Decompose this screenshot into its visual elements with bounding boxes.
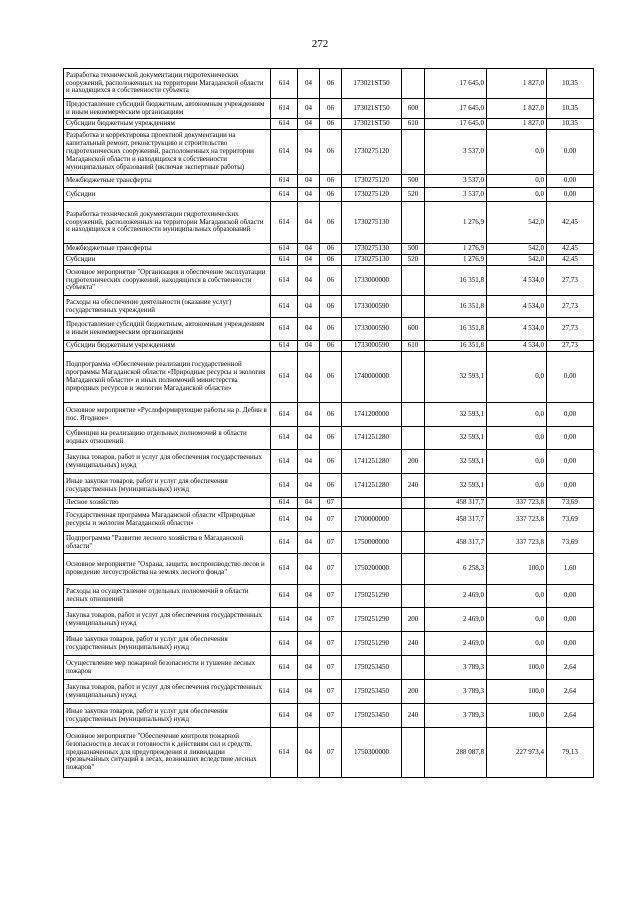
table-row [64,244,594,255]
row-plan-amount-cell: 3 789,3 [425,680,487,704]
table-row [64,403,594,427]
row-plan-amount-cell: 32 593,1 [425,427,487,450]
row-subsection-cell: 06 [320,427,342,450]
row-target-article-cell: 1730275130 [342,244,402,255]
row-expense-type-cell [402,532,425,554]
row-plan-amount-cell: 16 351,8 [425,296,487,318]
row-ved-cell: 614 [271,532,298,554]
row-subsection-cell: 07 [320,509,342,532]
row-actual-amount-cell: 4 534,0 [487,318,547,341]
table-row [64,656,594,680]
row-percent-cell: 73,69 [547,498,594,509]
row-plan-amount-cell: 32 593,1 [425,474,487,498]
row-subsection-cell: 06 [320,474,342,498]
row-subsection-cell: 06 [320,99,342,119]
row-name-cell: Основное мероприятие "Организация и обеспечение эксплуатации гидротехнических сооружений, находящихся в собственности субъекта" [64,266,271,296]
row-target-article-cell: 1750253450 [342,704,402,728]
row-plan-amount-cell: 3 537,0 [425,130,487,175]
row-actual-amount-cell: 4 534,0 [487,341,547,352]
row-subsection-cell: 07 [320,680,342,704]
row-ved-cell: 614 [271,656,298,680]
table-row [64,680,594,704]
row-target-article-cell: 1750253450 [342,680,402,704]
row-ved-cell: 614 [271,130,298,175]
row-name-cell: Субсидии бюджетным учреждениям [64,119,271,130]
row-subsection-cell: 07 [320,728,342,778]
row-plan-amount-cell: 17 645,0 [425,99,487,119]
row-ved-cell: 614 [271,352,298,403]
row-section-cell: 04 [298,175,320,188]
row-ved-cell: 614 [271,244,298,255]
row-ved-cell: 614 [271,296,298,318]
row-actual-amount-cell: 542,0 [487,202,547,244]
row-target-article-cell: 1730275120 [342,130,402,175]
row-section-cell: 04 [298,704,320,728]
row-subsection-cell: 06 [320,266,342,296]
row-ved-cell: 614 [271,632,298,656]
row-actual-amount-cell: 0,0 [487,427,547,450]
row-section-cell: 04 [298,532,320,554]
row-actual-amount-cell: 0,0 [487,130,547,175]
row-section-cell: 04 [298,680,320,704]
row-ved-cell: 614 [271,119,298,130]
row-name-cell: Лесное хозяйство [64,498,271,509]
row-name-cell: Основное мероприятие "Обеспечение контроля пожарной безопасности в лесах и готовности к действиям сил и средств, предназначенных для предупреждения и ликвидации чрезвычайных ситуаций в лесах, возникших вследствие лесных пожаров" [64,728,271,778]
row-percent-cell: 2,64 [547,680,594,704]
row-ved-cell: 614 [271,318,298,341]
row-ved-cell: 614 [271,474,298,498]
row-ved-cell: 614 [271,427,298,450]
row-expense-type-cell: 600 [402,99,425,119]
row-plan-amount-cell: 458 317,7 [425,498,487,509]
row-subsection-cell: 07 [320,608,342,632]
table-row [64,728,594,778]
row-section-cell: 04 [298,255,320,266]
row-subsection-cell: 06 [320,69,342,99]
row-percent-cell: 0,00 [547,632,594,656]
row-percent-cell: 0,00 [547,188,594,202]
row-name-cell: Субсидии [64,255,271,266]
row-expense-type-cell: 610 [402,341,425,352]
row-name-cell: Осуществление мер пожарной безопасности и тушение лесных пожаров [64,656,271,680]
table-row [64,632,594,656]
row-name-cell: Субсидии [64,188,271,202]
row-expense-type-cell [402,352,425,403]
row-percent-cell: 0,00 [547,403,594,427]
table-row [64,498,594,509]
row-subsection-cell: 07 [320,498,342,509]
row-actual-amount-cell: 0,0 [487,403,547,427]
row-plan-amount-cell: 3 789,3 [425,704,487,728]
row-expense-type-cell: 200 [402,608,425,632]
row-plan-amount-cell: 17 645,0 [425,69,487,99]
row-target-article-cell: 1741251280 [342,427,402,450]
row-section-cell: 04 [298,188,320,202]
table-row [64,585,594,608]
row-actual-amount-cell: 337 723,8 [487,509,547,532]
row-plan-amount-cell: 17 645,0 [425,119,487,130]
row-section-cell: 04 [298,427,320,450]
row-percent-cell: 73,69 [547,532,594,554]
row-section-cell: 04 [298,130,320,175]
row-expense-type-cell [402,266,425,296]
table-row [64,341,594,352]
row-name-cell: Разработка технической документации гидротехнических сооружений, расположенных на территории Магаданской области и находящихся в собственности муниципальных образований [64,202,271,244]
row-section-cell: 04 [298,69,320,99]
row-name-cell: Основное мероприятие "Охрана, защита, воспроизводство лесов и проведение лесоустройства на землях лесного фонда" [64,554,271,585]
row-target-article-cell: 173021SТ50 [342,69,402,99]
row-ved-cell: 614 [271,175,298,188]
budget-table [63,68,594,778]
row-name-cell: Иные закупки товаров, работ и услуг для обеспечения государственных (муниципальных) нужд [64,474,271,498]
row-section-cell: 04 [298,244,320,255]
row-expense-type-cell: 200 [402,680,425,704]
row-section-cell: 04 [298,403,320,427]
row-expense-type-cell: 240 [402,704,425,728]
row-name-cell: Государственная программа Магаданской области «Природные ресурсы и экология Магаданской области» [64,509,271,532]
row-expense-type-cell: 500 [402,244,425,255]
table-row [64,255,594,266]
row-section-cell: 04 [298,509,320,532]
row-percent-cell: 0,00 [547,427,594,450]
row-section-cell: 04 [298,119,320,130]
row-name-cell: Основное мероприятие «Руслоформирующие работы на р. Дебин в пос. Ягодное» [64,403,271,427]
row-actual-amount-cell: 337 723,8 [487,532,547,554]
table-row [64,704,594,728]
row-percent-cell: 42,45 [547,244,594,255]
row-target-article-cell: 1730275130 [342,202,402,244]
row-plan-amount-cell: 1 276,9 [425,255,487,266]
row-section-cell: 04 [298,296,320,318]
row-section-cell: 04 [298,585,320,608]
table-row [64,509,594,532]
row-target-article-cell: 1740000000 [342,352,402,403]
row-target-article-cell: 173021SТ50 [342,119,402,130]
row-section-cell: 04 [298,99,320,119]
row-percent-cell: 2,64 [547,704,594,728]
row-ved-cell: 614 [271,266,298,296]
table-row [64,202,594,244]
table-row [64,130,594,175]
row-target-article-cell: 1750251290 [342,632,402,656]
row-percent-cell: 42,45 [547,255,594,266]
row-subsection-cell: 06 [320,341,342,352]
row-actual-amount-cell: 4 534,0 [487,266,547,296]
table-row [64,99,594,119]
row-name-cell: Расходы на обеспечение деятельности (оказание услуг) государственных учреждений [64,296,271,318]
row-percent-cell: 0,00 [547,130,594,175]
row-plan-amount-cell: 458 317,7 [425,509,487,532]
row-actual-amount-cell: 0,0 [487,175,547,188]
row-expense-type-cell [402,656,425,680]
row-ved-cell: 614 [271,704,298,728]
row-subsection-cell: 06 [320,244,342,255]
row-section-cell: 04 [298,728,320,778]
row-percent-cell: 1,60 [547,554,594,585]
row-actual-amount-cell: 4 534,0 [487,296,547,318]
row-target-article-cell: 1733000000 [342,266,402,296]
row-name-cell: Предоставление субсидий бюджетным, автономным учреждениям и иным некоммерческим организациям [64,99,271,119]
row-subsection-cell: 06 [320,352,342,403]
row-expense-type-cell [402,585,425,608]
row-plan-amount-cell: 458 317,7 [425,532,487,554]
row-name-cell: Подпрограмма "Развитие лесного хозяйства в Магаданской области" [64,532,271,554]
row-actual-amount-cell: 1 827,0 [487,69,547,99]
row-ved-cell: 614 [271,585,298,608]
row-subsection-cell: 06 [320,296,342,318]
row-ved-cell: 614 [271,341,298,352]
row-actual-amount-cell: 100,0 [487,656,547,680]
row-ved-cell: 614 [271,680,298,704]
row-name-cell: Разработка технической документации гидротехнических сооружений, расположенных на территории Магаданской области и находящихся в собственности субъекта [64,69,271,99]
table-row [64,266,594,296]
row-subsection-cell: 06 [320,318,342,341]
row-percent-cell: 27,73 [547,296,594,318]
row-name-cell: Межбюджетные трансферты [64,244,271,255]
row-target-article-cell: 1750251290 [342,608,402,632]
row-percent-cell: 27,73 [547,318,594,341]
row-target-article-cell: 1733000590 [342,318,402,341]
row-expense-type-cell [402,202,425,244]
row-percent-cell: 0,00 [547,474,594,498]
row-percent-cell: 42,45 [547,202,594,244]
row-name-cell: Субвенции на реализацию отдельных полномочий в области водных отношений [64,427,271,450]
row-percent-cell: 0,00 [547,352,594,403]
row-subsection-cell: 07 [320,704,342,728]
row-ved-cell: 614 [271,403,298,427]
row-section-cell: 04 [298,341,320,352]
row-actual-amount-cell: 100,0 [487,554,547,585]
row-expense-type-cell: 200 [402,450,425,474]
row-section-cell: 04 [298,554,320,585]
row-target-article-cell: 1733000590 [342,296,402,318]
page-number: 272 [311,38,329,50]
row-subsection-cell: 06 [320,175,342,188]
table-row [64,69,594,99]
row-target-article-cell: 1750251290 [342,585,402,608]
row-percent-cell: 10,35 [547,99,594,119]
row-plan-amount-cell: 16 351,8 [425,318,487,341]
table-row [64,296,594,318]
row-name-cell: Подпрограмма «Обеспечение реализации государственной программы Магаданской области «Природные ресурсы и экология Магаданской области» и иных полномочий министерства природных ресурсов и экологии Магаданской области» [64,352,271,403]
row-percent-cell: 10,35 [547,69,594,99]
row-ved-cell: 614 [271,509,298,532]
row-subsection-cell: 06 [320,450,342,474]
row-expense-type-cell: 500 [402,175,425,188]
row-actual-amount-cell: 337 723,8 [487,498,547,509]
row-expense-type-cell [402,296,425,318]
row-target-article-cell: 1733000590 [342,341,402,352]
row-subsection-cell: 06 [320,188,342,202]
row-actual-amount-cell: 1 827,0 [487,119,547,130]
row-percent-cell: 27,73 [547,266,594,296]
row-ved-cell: 614 [271,498,298,509]
row-percent-cell: 79,13 [547,728,594,778]
row-target-article-cell: 173021SТ50 [342,99,402,119]
row-target-article-cell: 1730275120 [342,175,402,188]
table-row [64,188,594,202]
row-actual-amount-cell: 0,0 [487,474,547,498]
row-ved-cell: 614 [271,608,298,632]
row-actual-amount-cell: 0,0 [487,608,547,632]
row-expense-type-cell: 520 [402,188,425,202]
row-plan-amount-cell: 32 593,1 [425,403,487,427]
row-subsection-cell: 07 [320,585,342,608]
row-percent-cell: 2,64 [547,656,594,680]
row-expense-type-cell: 610 [402,119,425,130]
row-ved-cell: 614 [271,450,298,474]
table-row [64,119,594,130]
row-actual-amount-cell: 542,0 [487,244,547,255]
row-subsection-cell: 07 [320,554,342,585]
row-plan-amount-cell: 16 351,8 [425,341,487,352]
row-percent-cell: 0,00 [547,585,594,608]
row-section-cell: 04 [298,656,320,680]
row-actual-amount-cell: 0,0 [487,450,547,474]
row-percent-cell: 0,00 [547,608,594,632]
table-row [64,352,594,403]
row-section-cell: 04 [298,608,320,632]
row-subsection-cell: 07 [320,532,342,554]
row-plan-amount-cell: 3 537,0 [425,188,487,202]
row-plan-amount-cell: 2 469,0 [425,585,487,608]
row-actual-amount-cell: 100,0 [487,680,547,704]
row-section-cell: 04 [298,498,320,509]
row-plan-amount-cell: 2 469,0 [425,608,487,632]
row-plan-amount-cell: 2 469,0 [425,632,487,656]
row-plan-amount-cell: 6 258,3 [425,554,487,585]
row-subsection-cell: 06 [320,119,342,130]
row-ved-cell: 614 [271,188,298,202]
row-percent-cell: 0,00 [547,175,594,188]
row-percent-cell: 10,35 [547,119,594,130]
row-subsection-cell: 07 [320,632,342,656]
row-target-article-cell: 1750000000 [342,532,402,554]
table-row [64,427,594,450]
row-expense-type-cell [402,403,425,427]
table-row [64,175,594,188]
row-name-cell: Закупка товаров, работ и услуг для обеспечения государственных (муниципальных) нужд [64,450,271,474]
row-target-article-cell: 1741251280 [342,450,402,474]
row-ved-cell: 614 [271,554,298,585]
row-target-article-cell: 1741200000 [342,403,402,427]
row-actual-amount-cell: 0,0 [487,585,547,608]
row-expense-type-cell [402,130,425,175]
row-name-cell: Иные закупки товаров, работ и услуг для обеспечения государственных (муниципальных) нужд [64,704,271,728]
table-row [64,608,594,632]
row-ved-cell: 614 [271,202,298,244]
row-section-cell: 04 [298,632,320,656]
row-ved-cell: 614 [271,728,298,778]
table-row [64,450,594,474]
row-subsection-cell: 06 [320,403,342,427]
row-expense-type-cell [402,554,425,585]
row-plan-amount-cell: 1 276,9 [425,244,487,255]
row-expense-type-cell: 600 [402,318,425,341]
row-percent-cell: 27,73 [547,341,594,352]
row-section-cell: 04 [298,318,320,341]
row-name-cell: Межбюджетные трансферты [64,175,271,188]
table-row [64,474,594,498]
row-plan-amount-cell: 16 351,8 [425,266,487,296]
row-section-cell: 04 [298,266,320,296]
row-plan-amount-cell: 288 087,8 [425,728,487,778]
row-expense-type-cell [402,728,425,778]
row-name-cell: Разработка и корректировка проектной документации на капитальный ремонт, реконструкцию и строительство гидротехнических сооружений, расположенных на территории Магаданской области и находящихся в собственности муниципальных образований (включая экспертные работы) [64,130,271,175]
row-subsection-cell: 06 [320,202,342,244]
row-plan-amount-cell: 3 537,0 [425,175,487,188]
row-actual-amount-cell: 1 827,0 [487,99,547,119]
row-actual-amount-cell: 227 973,4 [487,728,547,778]
row-expense-type-cell: 520 [402,255,425,266]
row-section-cell: 04 [298,352,320,403]
row-percent-cell: 0,00 [547,450,594,474]
row-expense-type-cell: 240 [402,632,425,656]
row-target-article-cell: 1750253450 [342,656,402,680]
row-expense-type-cell [402,498,425,509]
row-expense-type-cell [402,427,425,450]
row-subsection-cell: 06 [320,255,342,266]
row-actual-amount-cell: 0,0 [487,188,547,202]
row-target-article-cell: 1750300000 [342,728,402,778]
row-percent-cell: 73,69 [547,509,594,532]
row-name-cell: Иные закупки товаров, работ и услуг для обеспечения государственных (муниципальных) нужд [64,632,271,656]
row-name-cell: Предоставление субсидий бюджетным, автономным учреждениям и иным некоммерческим организациям [64,318,271,341]
table-row [64,554,594,585]
row-expense-type-cell [402,509,425,532]
row-actual-amount-cell: 0,0 [487,632,547,656]
row-section-cell: 04 [298,450,320,474]
row-plan-amount-cell: 1 276,9 [425,202,487,244]
row-subsection-cell: 06 [320,130,342,175]
row-actual-amount-cell: 100,0 [487,704,547,728]
row-expense-type-cell: 240 [402,474,425,498]
row-ved-cell: 614 [271,255,298,266]
row-target-article-cell: 1700000000 [342,509,402,532]
table-row [64,532,594,554]
row-actual-amount-cell: 542,0 [487,255,547,266]
row-name-cell: Расходы на осуществление отдельных полномочий в области лесных отношений [64,585,271,608]
row-name-cell: Закупка товаров, работ и услуг для обеспечения государственных (муниципальных) нужд [64,608,271,632]
row-ved-cell: 614 [271,69,298,99]
row-name-cell: Закупка товаров, работ и услуг для обеспечения государственных (муниципальных) нужд [64,680,271,704]
row-plan-amount-cell: 32 593,1 [425,450,487,474]
table-row [64,318,594,341]
row-expense-type-cell [402,69,425,99]
row-ved-cell: 614 [271,99,298,119]
row-target-article-cell: 1730275120 [342,188,402,202]
row-section-cell: 04 [298,202,320,244]
row-target-article-cell: 1730275130 [342,255,402,266]
row-target-article-cell: 1750200000 [342,554,402,585]
row-section-cell: 04 [298,474,320,498]
row-plan-amount-cell: 32 593,1 [425,352,487,403]
row-target-article-cell: 1741251280 [342,474,402,498]
row-actual-amount-cell: 0,0 [487,352,547,403]
row-subsection-cell: 07 [320,656,342,680]
row-target-article-cell [342,498,402,509]
row-name-cell: Субсидии бюджетным учреждениям [64,341,271,352]
row-plan-amount-cell: 3 789,3 [425,656,487,680]
